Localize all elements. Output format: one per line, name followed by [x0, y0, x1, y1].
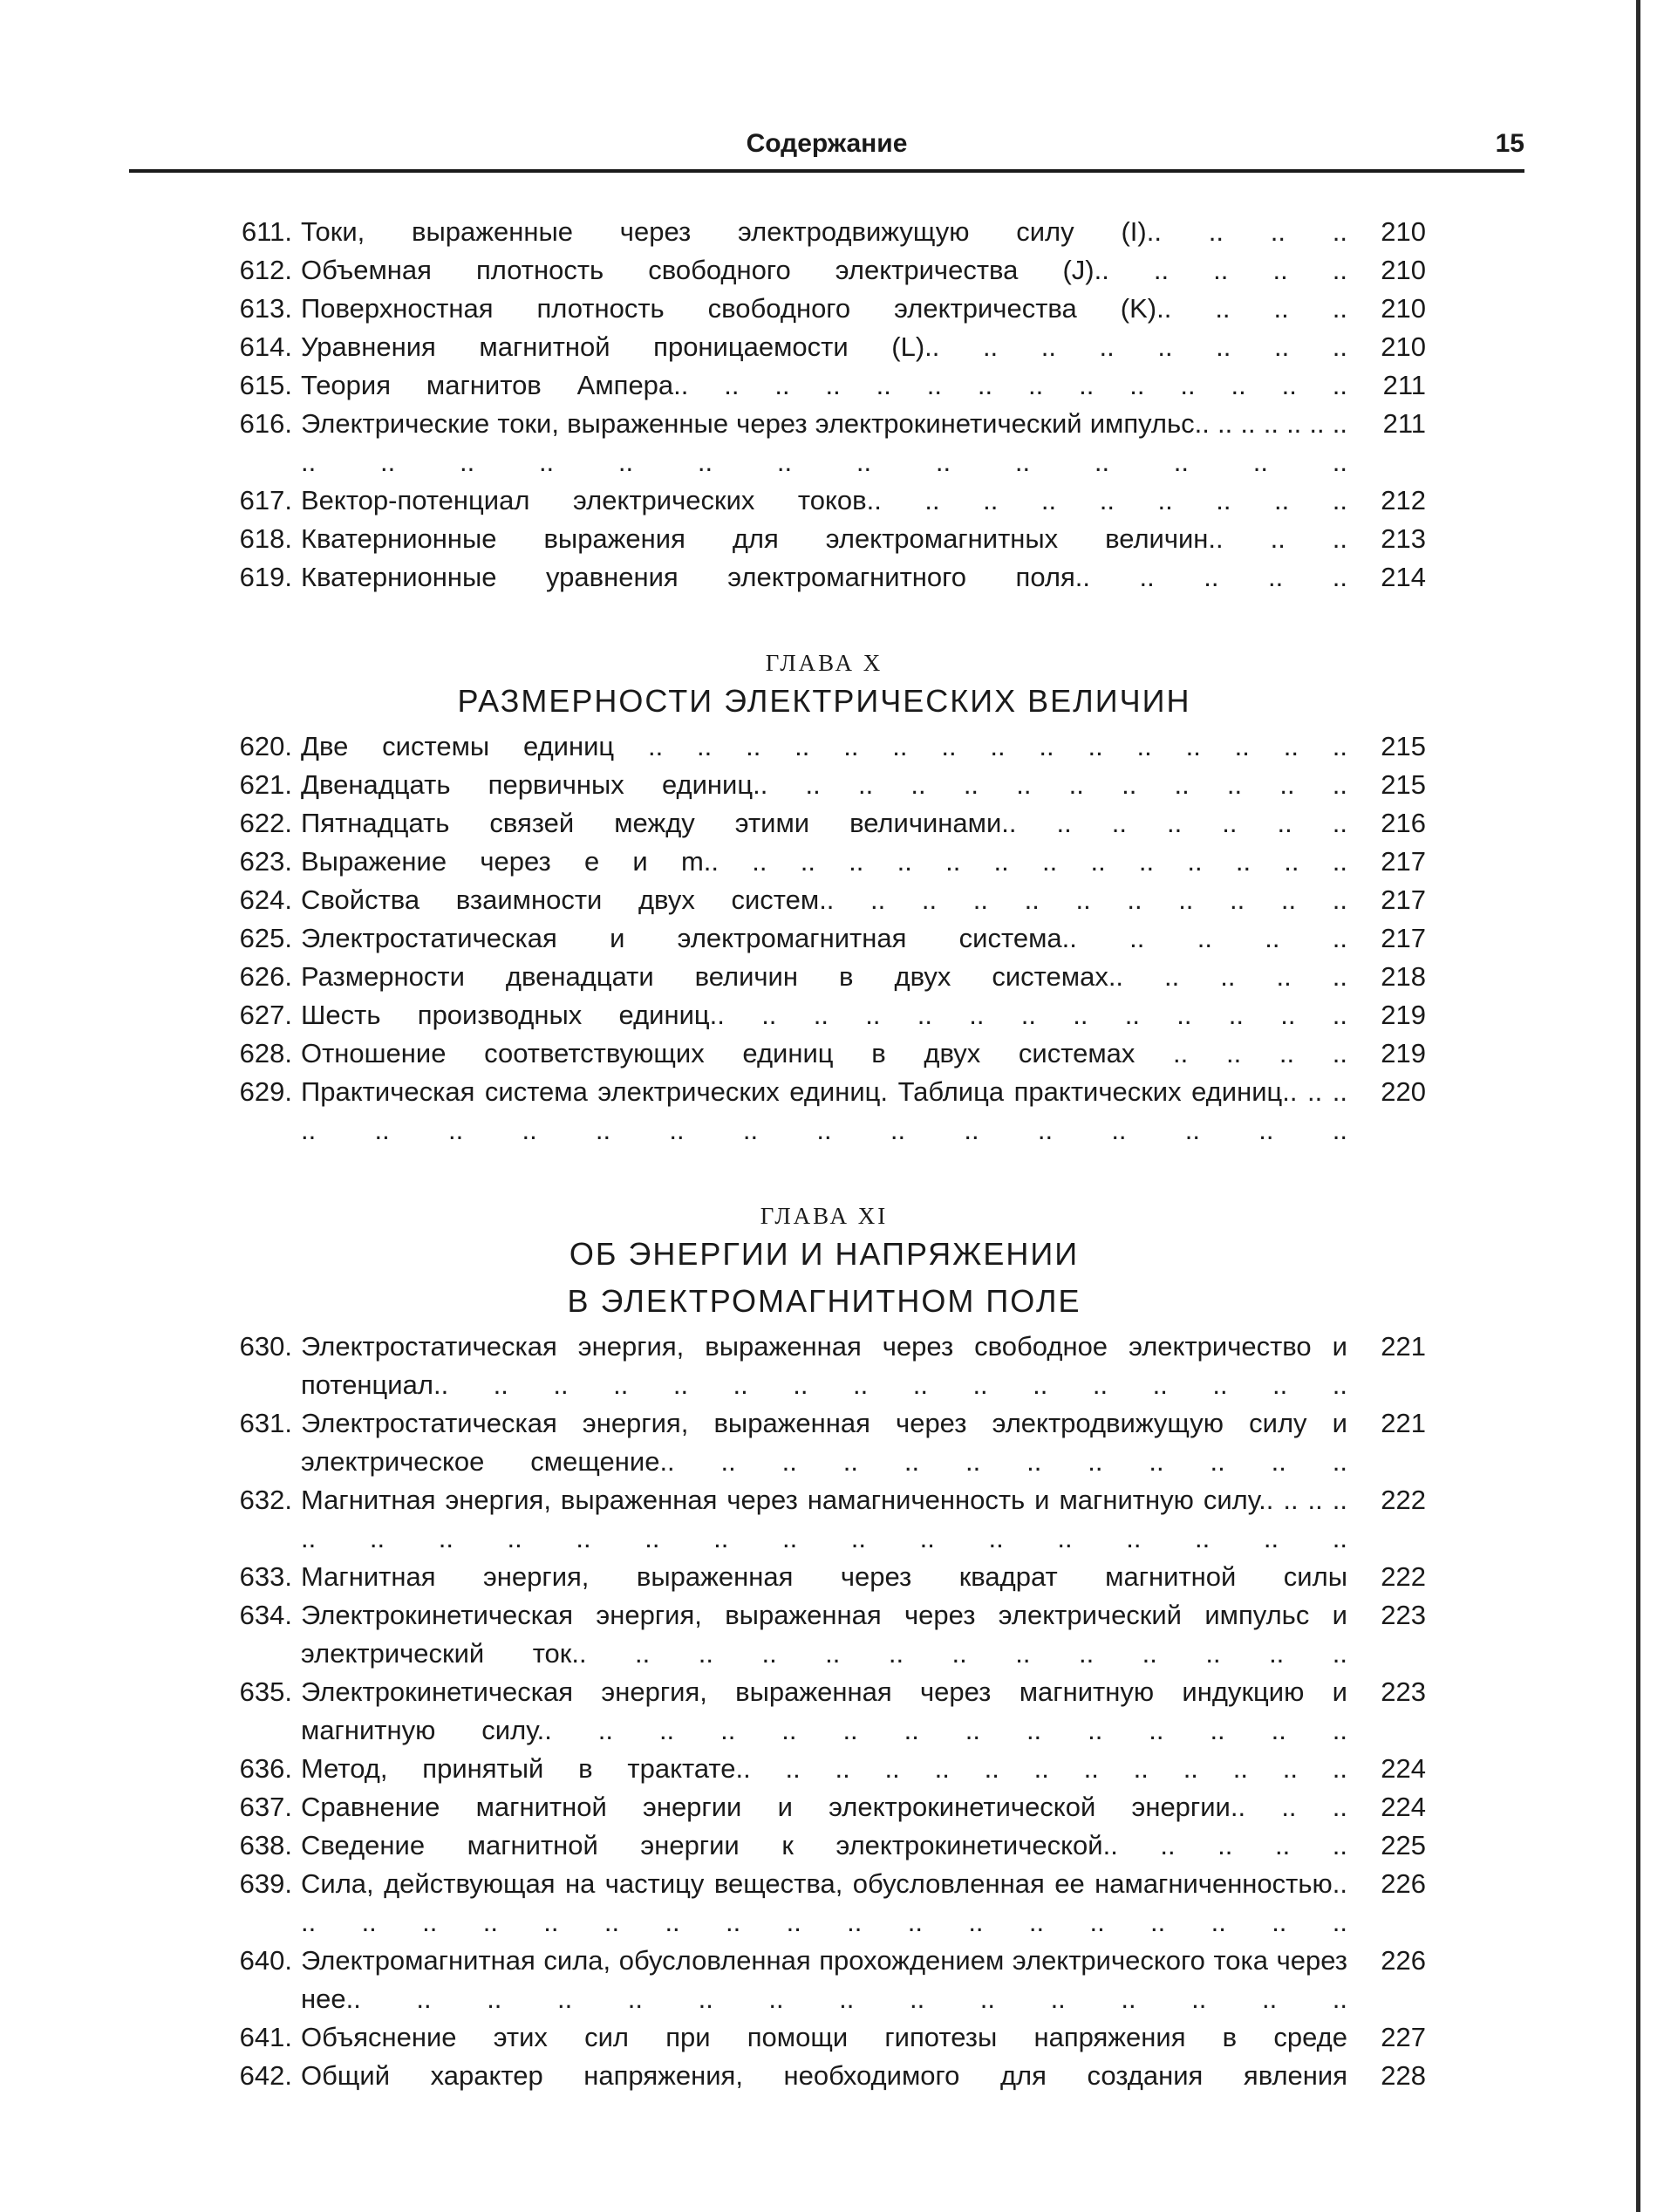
toc-entry: [222, 804, 1426, 843]
toc-entry-title: Практическая система электрических единиц. Таблица практических единиц.. .. .. .. .. .. .. .. .. .. .. .. .. .. .. .. .. ..: [301, 1076, 1347, 1145]
toc-entry: [222, 520, 1426, 558]
toc-entry: [222, 1481, 1426, 1558]
toc-entry-page: 222: [1381, 1561, 1426, 1592]
running-title: Содержание: [746, 129, 908, 158]
toc-entry: [222, 881, 1426, 919]
toc-entry-num: 631.: [239, 1408, 292, 1438]
toc-entry-page: 211: [1382, 408, 1426, 439]
toc-entry: [222, 213, 1426, 251]
toc-entry-page: 220: [1381, 1076, 1426, 1107]
toc-entry-page: 212: [1381, 485, 1426, 515]
toc-entry: [222, 1328, 1426, 1404]
page-edge-bar: [1636, 0, 1640, 2212]
toc-entry-num: 621.: [239, 769, 292, 800]
toc-entry-title: Магнитная энергия, выраженная через намагниченность и магнитную силу.. .. .. .. .. .. .. .. .. .. .. .. .. .. .. .. .. .. .. ..: [301, 1485, 1347, 1553]
toc-entry-num: 636.: [239, 1753, 292, 1784]
toc-entry-page: 223: [1381, 1676, 1426, 1707]
toc-entry-title: Размерности двенадцати величин в двух системах.. .. .. .. ..: [301, 961, 1347, 992]
toc-entry: [222, 1558, 1426, 1596]
toc-entry-num: 624.: [239, 884, 292, 915]
toc-entry-num: 625.: [239, 923, 292, 953]
toc-entry-title: Отношение соответствующих единиц в двух системах .. .. .. ..: [301, 1038, 1347, 1068]
toc-entry: [222, 1865, 1426, 1942]
toc-entry: [222, 366, 1426, 405]
chapter-title: РАЗМЕРНОСТИ ЭЛЕКТРИЧЕСКИХ ВЕЛИЧИН: [457, 683, 1191, 719]
toc-entry-num: 612.: [239, 255, 292, 285]
toc-entry-num: 626.: [239, 961, 292, 992]
toc-entry-num: 615.: [239, 370, 292, 400]
toc-entry: [222, 1942, 1426, 2018]
toc-entry-title: Электрические токи, выраженные через электрокинетический импульс.. .. .. .. .. .. .. .. .. .. .. .. .. .. .. .. .. .. .. .. ..: [301, 408, 1347, 477]
toc-entry-page: 215: [1381, 731, 1426, 761]
toc-entry-title: Объяснение этих сил при помощи гипотезы напряжения в среде: [301, 2022, 1347, 2052]
toc-entry-title: Электростатическая и электромагнитная система.. .. .. .. ..: [301, 923, 1347, 953]
toc-entry: [222, 1596, 1426, 1673]
page-header: [129, 122, 1524, 174]
toc-entry-page: 228: [1381, 2060, 1426, 2091]
toc-entry-title: Метод, принятый в трактате.. .. .. .. .. .. .. .. .. .. .. .. ..: [301, 1753, 1347, 1784]
toc-entry-title: Вектор-потенциал электрических токов.. .. .. .. .. .. .. .. ..: [301, 485, 1347, 515]
toc-entry-title: Свойства взаимности двух систем.. .. .. .. .. .. .. .. .. .. ..: [301, 884, 1347, 915]
toc-entry-num: 613.: [239, 293, 292, 324]
toc-entry-title: Электромагнитная сила, обусловленная прохождением электрического тока через нее.. .. .. .. .. .. .. .. .. .. .. .. .. .. ..: [301, 1945, 1347, 2014]
toc-entry-title: Поверхностная плотность свободного электричества (K).. .. .. ..: [301, 293, 1347, 324]
toc-entry-title: Пятнадцать связей между этими величинами.. .. .. .. .. .. ..: [301, 808, 1347, 838]
toc-entry-page: 224: [1381, 1753, 1426, 1784]
toc-entry-page: 210: [1381, 255, 1426, 285]
toc-entry-page: 213: [1381, 523, 1426, 554]
toc-entry-num: 616.: [239, 408, 292, 439]
toc-entry: [222, 727, 1426, 766]
toc-entry-page: 223: [1381, 1600, 1426, 1630]
toc-entry-title: Двенадцать первичных единиц.. .. .. .. .. .. .. .. .. .. .. ..: [301, 769, 1347, 800]
toc-entry-num: 617.: [239, 485, 292, 515]
toc-entry: [222, 2018, 1426, 2057]
toc-entry-title: Токи, выраженные через электродвижущую силу (I).. .. .. ..: [301, 216, 1347, 247]
chapter-title: ОБ ЭНЕРГИИ И НАПРЯЖЕНИИ: [569, 1236, 1080, 1272]
toc-entry: [222, 1826, 1426, 1865]
toc-entry-title: Электрокинетическая энергия, выраженная через магнитную индукцию и магнитную силу.. .. .. .. .. .. .. .. .. .. .. .. .. ..: [301, 1676, 1347, 1745]
chapter-title: В ЭЛЕКТРОМАГНИТНОМ ПОЛЕ: [567, 1283, 1081, 1319]
toc-entry: [222, 251, 1426, 290]
toc-entry-num: 620.: [239, 731, 292, 761]
toc-entry-title: Кватернионные уравнения электромагнитного поля.. .. .. .. ..: [301, 562, 1347, 592]
toc-entry-title: Общий характер напряжения, необходимого для создания явления: [301, 2060, 1347, 2091]
toc-entry: [222, 919, 1426, 958]
toc-entry-page: 221: [1381, 1408, 1426, 1438]
toc-entry: [222, 1404, 1426, 1481]
toc-entry: [222, 405, 1426, 481]
toc-entry-num: 638.: [239, 1830, 292, 1860]
toc-entry-num: 637.: [239, 1792, 292, 1822]
toc-entry-title: Электростатическая энергия, выраженная через электродвижущую силу и электрическое смещение.. .. .. .. .. .. .. .. .. .. .. ..: [301, 1408, 1347, 1477]
toc-entry-title: Электростатическая энергия, выраженная через свободное электричество и потенциал.. .. .. .. .. .. .. .. .. .. .. .. .. .. .. ..: [301, 1331, 1347, 1400]
toc-entry: [222, 2057, 1426, 2095]
toc-entry-num: 640.: [239, 1945, 292, 1976]
toc-entry-page: 226: [1381, 1868, 1426, 1899]
toc-entry-title: Сила, действующая на частицу вещества, обусловленная ее намагниченностью.. .. .. .. .. .. .. .. .. .. .. .. .. .. .. .. .. .. ..: [301, 1868, 1347, 1937]
page-number: 15: [1495, 129, 1524, 158]
toc-entry-page: 219: [1381, 1000, 1426, 1030]
toc-entry-num: 619.: [239, 562, 292, 592]
toc-entry: [222, 290, 1426, 328]
toc-entry: [222, 766, 1426, 804]
toc-entry: [222, 558, 1426, 597]
toc-entry-page: 210: [1381, 293, 1426, 324]
toc-entry: [222, 996, 1426, 1034]
toc-entry-title: Шесть производных единиц.. .. .. .. .. .. .. .. .. .. .. .. ..: [301, 1000, 1347, 1030]
toc-entry: [222, 1673, 1426, 1750]
toc-entry-title: Кватернионные выражения для электромагнитных величин.. .. ..: [301, 523, 1347, 554]
toc-entry-page: 224: [1381, 1792, 1426, 1822]
toc-entry-page: 222: [1381, 1485, 1426, 1515]
toc-entry-num: 623.: [239, 846, 292, 877]
toc-entry-title: Электрокинетическая энергия, выраженная через электрический импульс и электрический ток.. .. .. .. .. .. .. .. .. .. .. .. ..: [301, 1600, 1347, 1669]
toc-entry: [222, 1788, 1426, 1826]
toc-entry: [222, 1034, 1426, 1073]
toc-entry-page: 218: [1381, 961, 1426, 992]
toc-entry: [222, 1073, 1426, 1150]
table-of-contents: [222, 213, 1426, 2095]
toc-entry-num: 635.: [239, 1676, 292, 1707]
toc-entry-title: Сравнение магнитной энергии и электрокинетической энергии.. .. ..: [301, 1792, 1347, 1822]
toc-entry-title: Две системы единиц .. .. .. .. .. .. .. .. .. .. .. .. .. .. ..: [301, 731, 1347, 761]
toc-entry-num: 611.: [241, 216, 292, 247]
toc-entry-page: 214: [1381, 562, 1426, 592]
toc-entry: [222, 328, 1426, 366]
toc-entry-num: 630.: [239, 1331, 292, 1362]
toc-entry-title: Сведение магнитной энергии к электрокинетической.. .. .. .. ..: [301, 1830, 1347, 1860]
toc-entry-page: 217: [1381, 884, 1426, 915]
toc-entry-num: 622.: [239, 808, 292, 838]
toc-entry-num: 628.: [239, 1038, 292, 1068]
toc-entry-page: 215: [1381, 769, 1426, 800]
toc-entry: [222, 1750, 1426, 1788]
toc-entry-page: 217: [1381, 846, 1426, 877]
toc-entry-num: 618.: [239, 523, 292, 554]
toc-entry-num: 633.: [239, 1561, 292, 1592]
toc-entry-page: 221: [1381, 1331, 1426, 1362]
toc-entry-num: 634.: [239, 1600, 292, 1630]
chapter-label: ГЛАВА X: [765, 650, 883, 676]
toc-entry-page: 210: [1381, 331, 1426, 362]
header-rule: [129, 169, 1524, 173]
toc-entry-title: Уравнения магнитной проницаемости (L).. .. .. .. .. .. .. ..: [301, 331, 1347, 362]
toc-entry-title: Магнитная энергия, выраженная через квадрат магнитной силы: [301, 1561, 1347, 1592]
toc-entry-page: 219: [1381, 1038, 1426, 1068]
toc-entry-num: 639.: [239, 1868, 292, 1899]
toc-entry-title: Объемная плотность свободного электричества (J).. .. .. .. ..: [301, 255, 1347, 285]
toc-entry-title: Теория магнитов Ампера.. .. .. .. .. .. .. .. .. .. .. .. .. ..: [301, 370, 1347, 400]
toc-entry-page: 216: [1381, 808, 1426, 838]
toc-entry-page: 211: [1382, 370, 1426, 400]
toc-entry-num: 629.: [239, 1076, 292, 1107]
toc-entry-page: 210: [1381, 216, 1426, 247]
toc-entry-page: 217: [1381, 923, 1426, 953]
toc-entry-num: 642.: [239, 2060, 292, 2091]
toc-entry-page: 225: [1381, 1830, 1426, 1860]
toc-entry: [222, 843, 1426, 881]
chapter-label: ГЛАВА XI: [760, 1203, 889, 1229]
toc-entry-num: 641.: [239, 2022, 292, 2052]
toc-entry-num: 632.: [239, 1485, 292, 1515]
toc-entry: [222, 958, 1426, 996]
toc-entry-page: 226: [1381, 1945, 1426, 1976]
toc-entry-page: 227: [1381, 2022, 1426, 2052]
toc-entry-num: 614.: [239, 331, 292, 362]
toc-entry-title: Выражение через e и m.. .. .. .. .. .. .. .. .. .. .. .. .. ..: [301, 846, 1347, 877]
toc-entry-num: 627.: [239, 1000, 292, 1030]
toc-entry: [222, 481, 1426, 520]
